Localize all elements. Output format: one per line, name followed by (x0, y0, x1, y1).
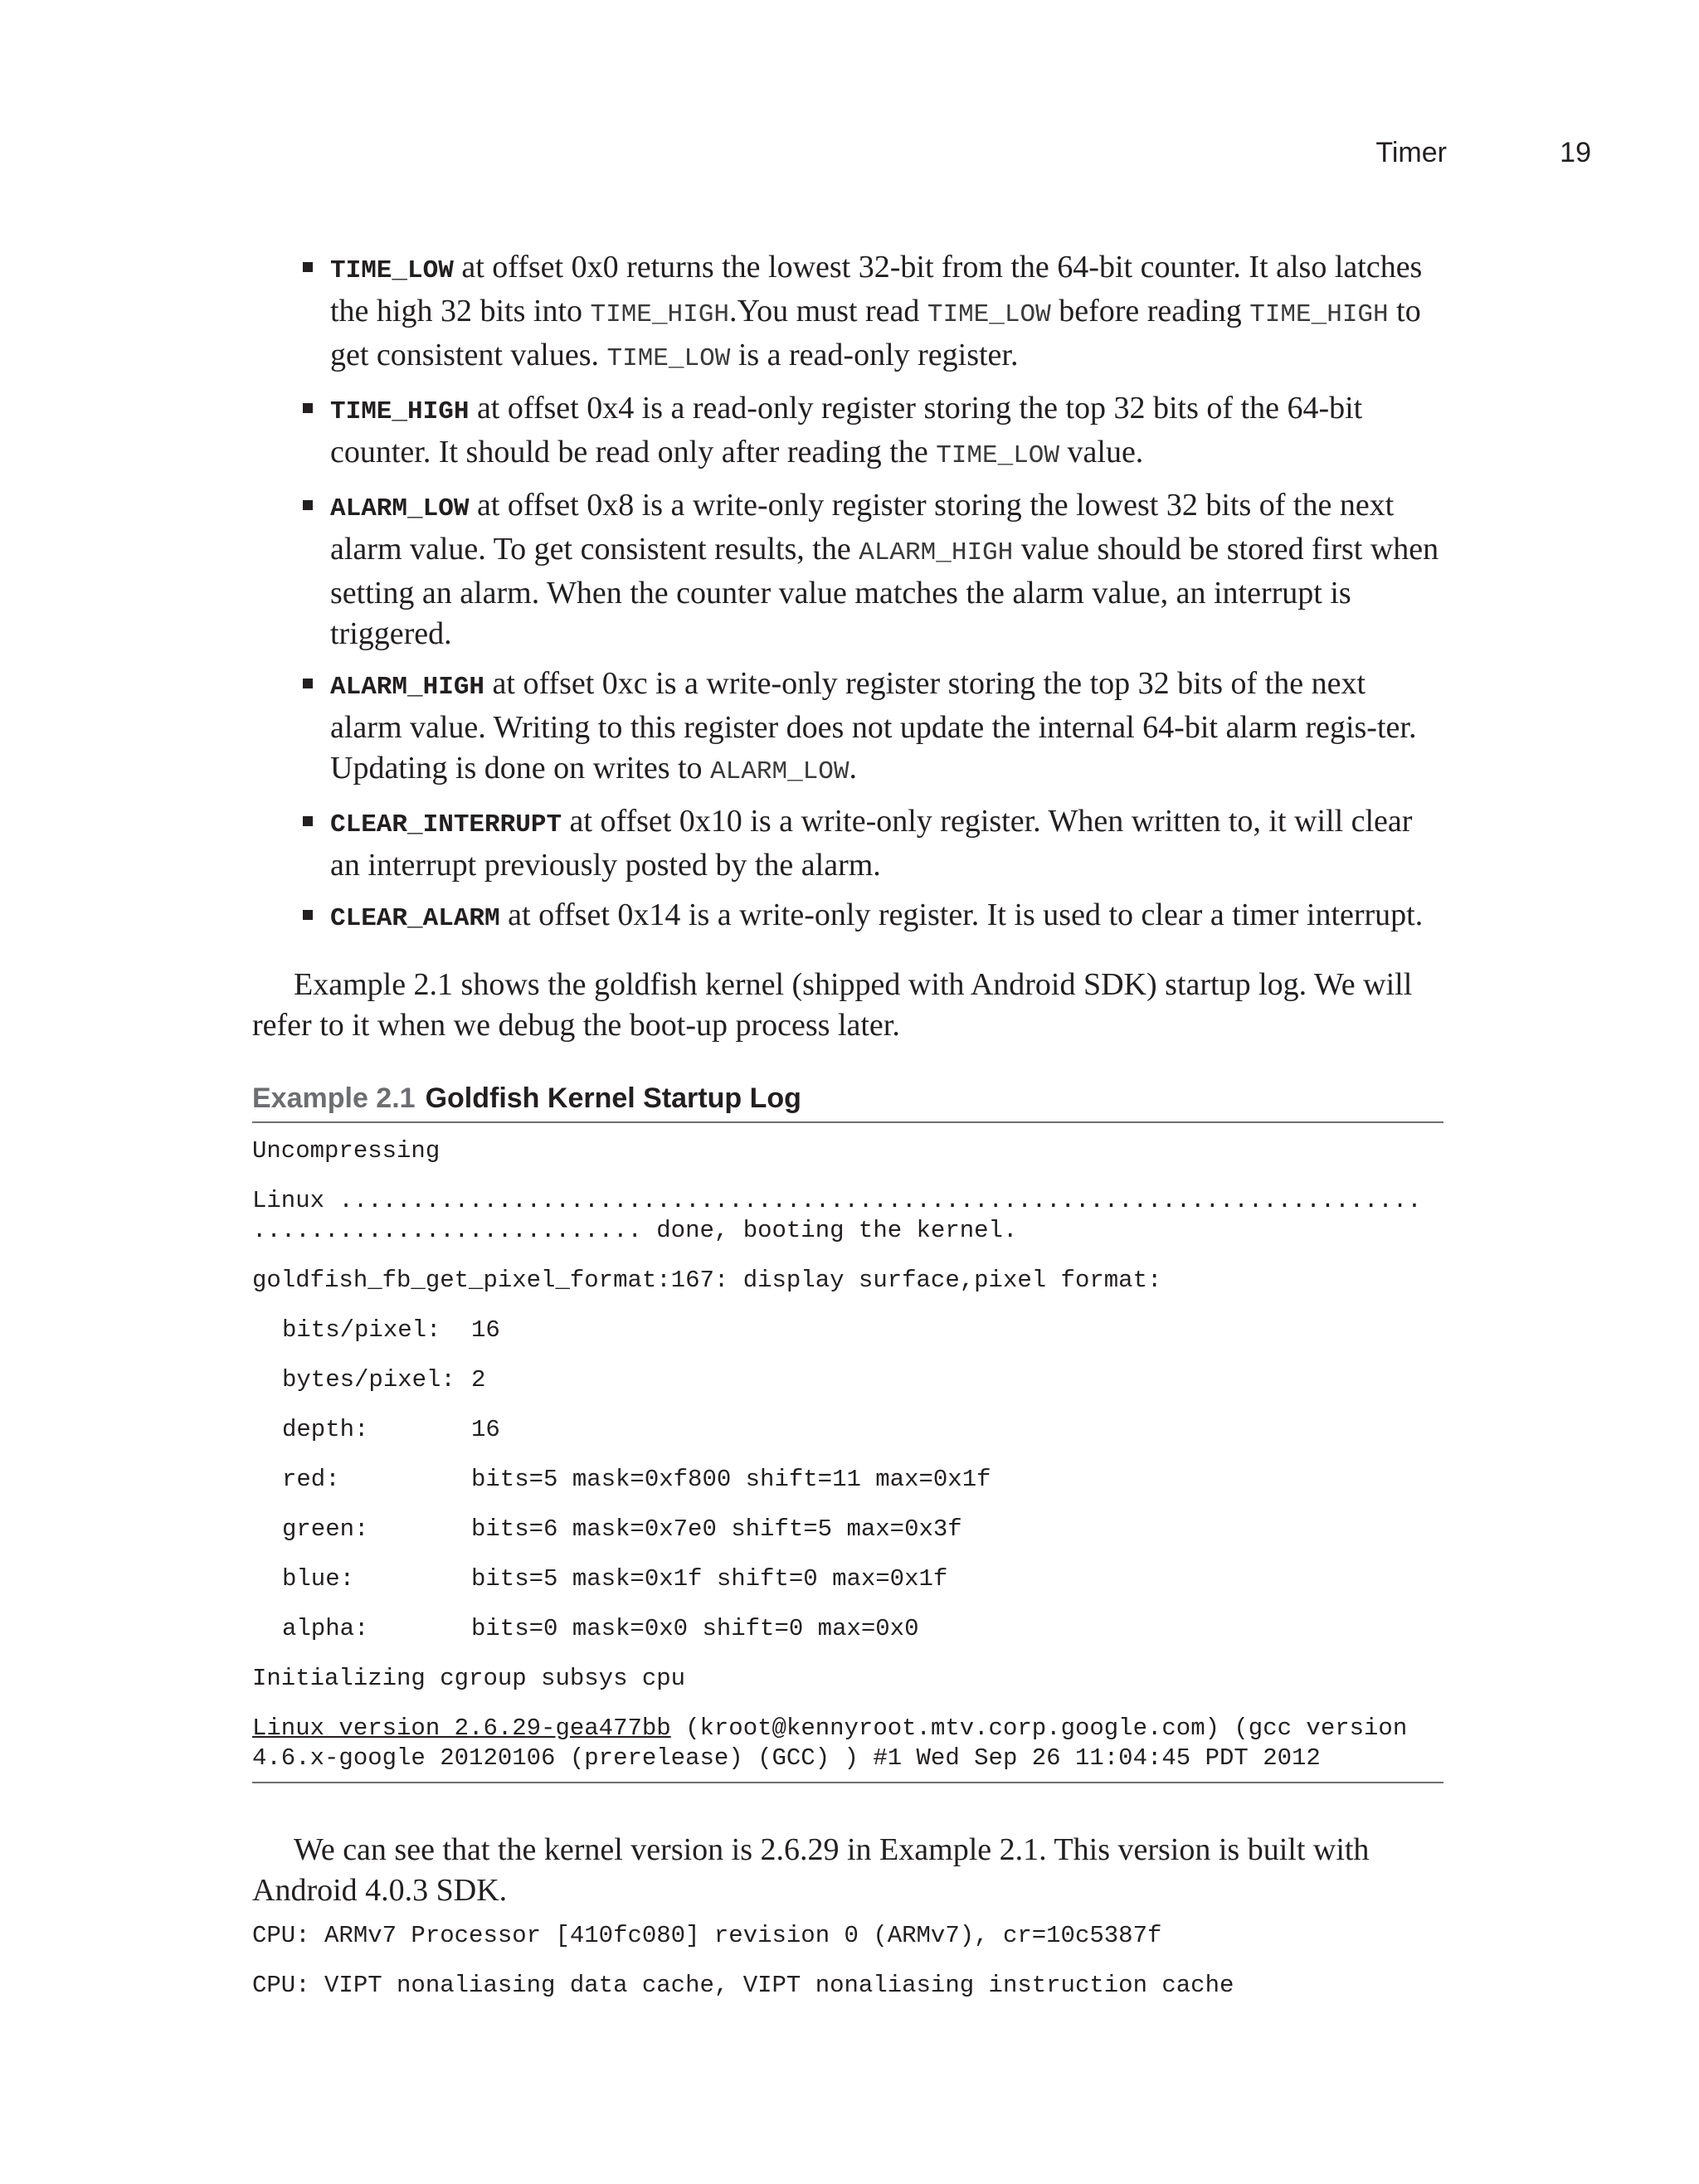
cpu-line: CPU: VIPT nonaliasing data cache, VIPT nonaliasing instruction cache (252, 1972, 1234, 1999)
register-name: TIME_LOW (330, 256, 454, 285)
log-field: blue: bits=5 mask=0x1f shift=0 max=0x1f (282, 1565, 948, 1593)
version-link: Linux version 2.6.29-gea477bb (252, 1715, 671, 1742)
list-item: TIME_LOW at offset 0x0 returns the lowest 32-bit from the 64-bit counter. It also latches the high 32 bits into TIME_HIGH.You must read TIME_LOW before reading TIME_HIGH to get consistent values. TIME_LOW is a read-only register. (299, 247, 1443, 379)
log-line: 4.6.x-google 20120106 (prerelease) (GCC) ) #1 Wed Sep 26 11:04:45 PDT 2012 (252, 1744, 1321, 1772)
register-name: CLEAR_INTERRUPT (330, 810, 562, 839)
log-line: Linux ........................................................................... (252, 1187, 1422, 1214)
log-field: bits/pixel: 16 (282, 1316, 500, 1344)
register-name: CLEAR_ALARM (330, 904, 500, 933)
body-paragraph: We can see that the kernel version is 2.6.29 in Example 2.1. This version is built with Android 4.0.3 SDK. (252, 1832, 1370, 1908)
log-field: depth: 16 (282, 1416, 500, 1443)
list-item: ALARM_HIGH at offset 0xc is a write-only register storing the top 32 bits of the next alarm value. Writing to this register does not update the internal 64-bit alarm regis-ter. Updating is done on writes to ALARM_LOW. (299, 664, 1443, 792)
register-name: TIME_HIGH (330, 397, 470, 426)
startup-log (252, 1136, 1443, 1783)
log-line: Linux version 2.6.29-gea477bb (kroot@kennyroot.mtv.corp.google.com) (gcc version (252, 1715, 1408, 1742)
running-head-section: Timer (1375, 137, 1447, 168)
register-name: ALARM_HIGH (330, 673, 485, 702)
log-field: red: bits=5 mask=0xf800 shift=11 max=0x1f (282, 1466, 991, 1493)
register-list (299, 247, 1443, 948)
log-field: alpha: bits=0 mask=0x0 shift=0 max=0x0 (282, 1615, 919, 1642)
log-line: ........................... done, booting the kernel. (252, 1217, 1018, 1244)
list-item: ALARM_LOW at offset 0x8 is a write-only register storing the lowest 32 bits of the next alarm value. To get consistent results, the ALARM_HIGH value should be stored first when setting an alarm. When the counter value matches the alarm value, an interrupt is triggered. (299, 485, 1443, 654)
log-line: Initializing cgroup subsys cpu (252, 1665, 686, 1692)
log-field: bytes/pixel: 2 (282, 1366, 486, 1394)
log-line: goldfish_fb_get_pixel_format:167: display surface,pixel format: (252, 1267, 1162, 1294)
list-item: TIME_HIGH at offset 0x4 is a read-only register storing the top 32 bits of the 64-bit counter. It should be read only after reading the TIME_LOW value. (299, 388, 1443, 476)
list-item: CLEAR_ALARM at offset 0x14 is a write-only register. It is used to clear a timer interrupt. (299, 895, 1443, 939)
example-title: Goldfish Kernel Startup Log (425, 1082, 801, 1114)
list-item: CLEAR_INTERRUPT at offset 0x10 is a write-only register. When written to, it will clear an interrupt previously posted by the alarm. (299, 801, 1443, 886)
log-line: Uncompressing (252, 1137, 441, 1165)
page-number: 19 (1560, 137, 1591, 168)
example-heading (252, 1080, 1443, 1123)
cpu-line: CPU: ARMv7 Processor [410fc080] revision 0 (ARMv7), cr=10c5387f (252, 1922, 1162, 1949)
log-field: green: bits=6 mask=0x7e0 shift=5 max=0x3f (282, 1515, 962, 1543)
example-label: Example 2.1 (252, 1082, 416, 1114)
register-name: ALARM_LOW (330, 494, 470, 523)
body-paragraph: Example 2.1 shows the goldfish kernel (shipped with Android SDK) startup log. We will refer to it when we debug the boot-up process later. (252, 967, 1413, 1043)
page-header (0, 137, 1699, 178)
